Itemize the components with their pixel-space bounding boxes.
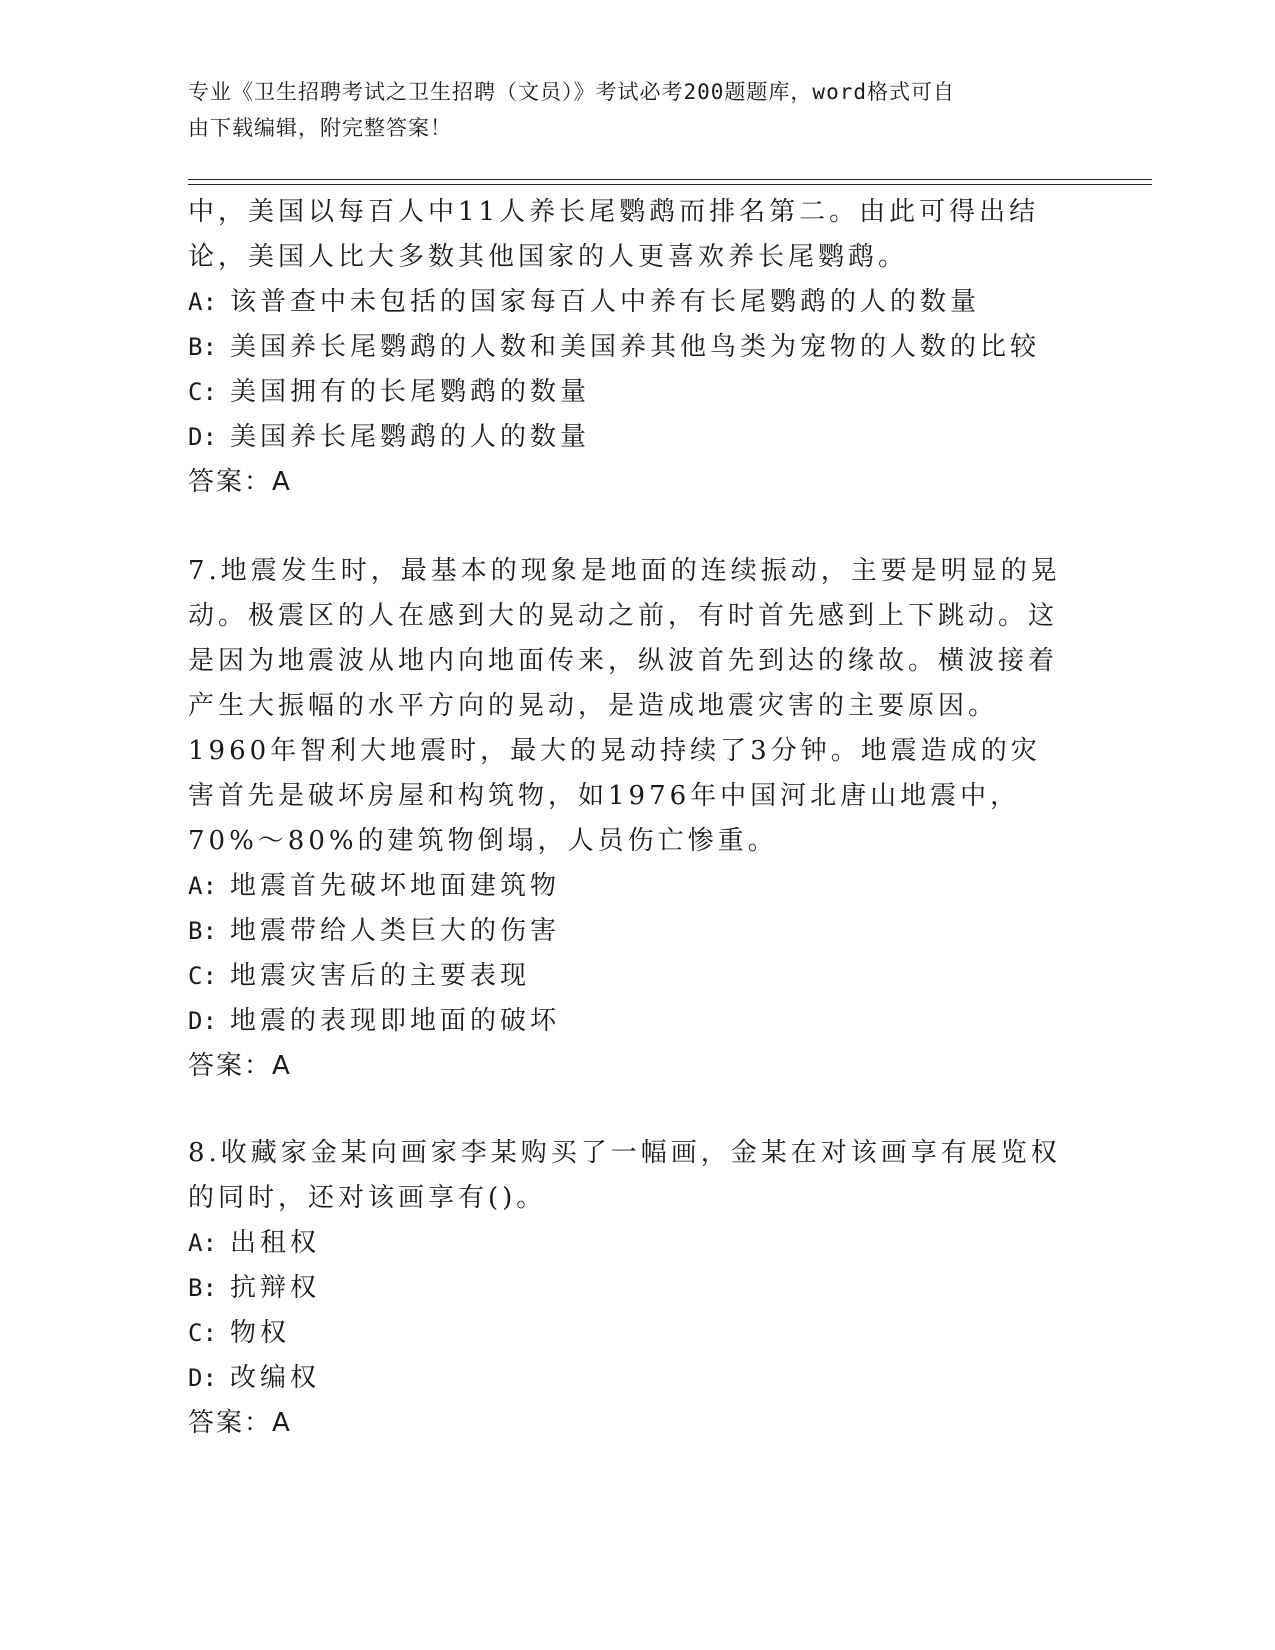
option-letter: C: xyxy=(188,378,217,406)
option-letter: C: xyxy=(188,962,217,990)
document-header xyxy=(188,74,1068,146)
option-text: 地震首先破坏地面建筑物 xyxy=(230,871,561,901)
option-b xyxy=(188,909,1068,954)
option-letter: A: xyxy=(188,1229,217,1257)
header-rule-bottom xyxy=(188,184,1152,185)
question-stem: 中，美国以每百人中11人养长尾鹦鹉而排名第二。由此可得出结论，美国人比大多数其他国家的人更喜欢养长尾鹦鹉。 xyxy=(188,197,1040,272)
option-letter: A: xyxy=(188,288,217,316)
option-text: 美国拥有的长尾鹦鹉的数量 xyxy=(230,377,591,407)
option-letter: D: xyxy=(188,423,217,451)
option-text: 改编权 xyxy=(230,1363,321,1393)
option-letter: B: xyxy=(188,333,217,361)
header-rule-top xyxy=(188,179,1152,180)
option-text: 美国养长尾鹦鹉的人数和美国养其他鸟类为宠物的人数的比较 xyxy=(230,332,1041,362)
option-letter: B: xyxy=(188,1274,217,1302)
option-d xyxy=(188,999,1068,1044)
question-block xyxy=(188,549,1068,1089)
question-block xyxy=(188,190,1068,505)
option-b xyxy=(188,325,1068,370)
option-text: 地震灾害后的主要表现 xyxy=(230,961,531,991)
option-text: 美国养长尾鹦鹉的人的数量 xyxy=(230,422,591,452)
option-c xyxy=(188,370,1068,415)
question-block xyxy=(188,1131,1068,1446)
option-text: 出租权 xyxy=(230,1228,321,1258)
option-b xyxy=(188,1266,1068,1311)
header-line-1: 专业《卫生招聘考试之卫生招聘（文员）》考试必考200题题库，word格式可自 xyxy=(188,80,955,104)
option-letter: B: xyxy=(188,917,217,945)
option-d xyxy=(188,415,1068,460)
question-list xyxy=(188,190,1068,1486)
answer-line: 答案：A xyxy=(188,1051,292,1081)
option-a xyxy=(188,1221,1068,1266)
option-letter: A: xyxy=(188,872,217,900)
option-text: 物权 xyxy=(230,1318,291,1348)
option-a xyxy=(188,864,1068,909)
option-letter: C: xyxy=(188,1319,217,1347)
header-line-2: 由下载编辑，附完整答案！ xyxy=(188,116,452,140)
option-text: 该普查中未包括的国家每百人中养有长尾鹦鹉的人的数量 xyxy=(230,287,981,317)
question-stem: 7.地震发生时，最基本的现象是地面的连续振动，主要是明显的晃动。极震区的人在感到大的晃动之前，有时首先感到上下跳动。这是因为地震波从地内向地面传来，纵波首先到达的缘故。横波接着产生大振幅的水平方向的晃动，是造成地震灾害的主要原因。1960年智利大地震时，最大的晃动持续了3分钟。地震造成的灾害首先是破坏房屋和构筑物，如1976年中国河北唐山地震中，70%～80%的建筑物倒塌，人员伤亡惨重。 xyxy=(188,556,1061,856)
option-c xyxy=(188,1311,1068,1356)
option-text: 抗辩权 xyxy=(230,1273,321,1303)
answer-line: 答案：A xyxy=(188,1408,292,1438)
option-a xyxy=(188,280,1068,325)
option-letter: D: xyxy=(188,1364,217,1392)
option-d xyxy=(188,1356,1068,1401)
option-text: 地震的表现即地面的破坏 xyxy=(230,1006,561,1036)
option-letter: D: xyxy=(188,1007,217,1035)
question-stem: 8.收藏家金某向画家李某购买了一幅画，金某在对该画享有展览权的同时，还对该画享有()。 xyxy=(188,1138,1061,1213)
option-c xyxy=(188,954,1068,999)
option-text: 地震带给人类巨大的伤害 xyxy=(230,916,561,946)
answer-line: 答案：A xyxy=(188,467,292,497)
